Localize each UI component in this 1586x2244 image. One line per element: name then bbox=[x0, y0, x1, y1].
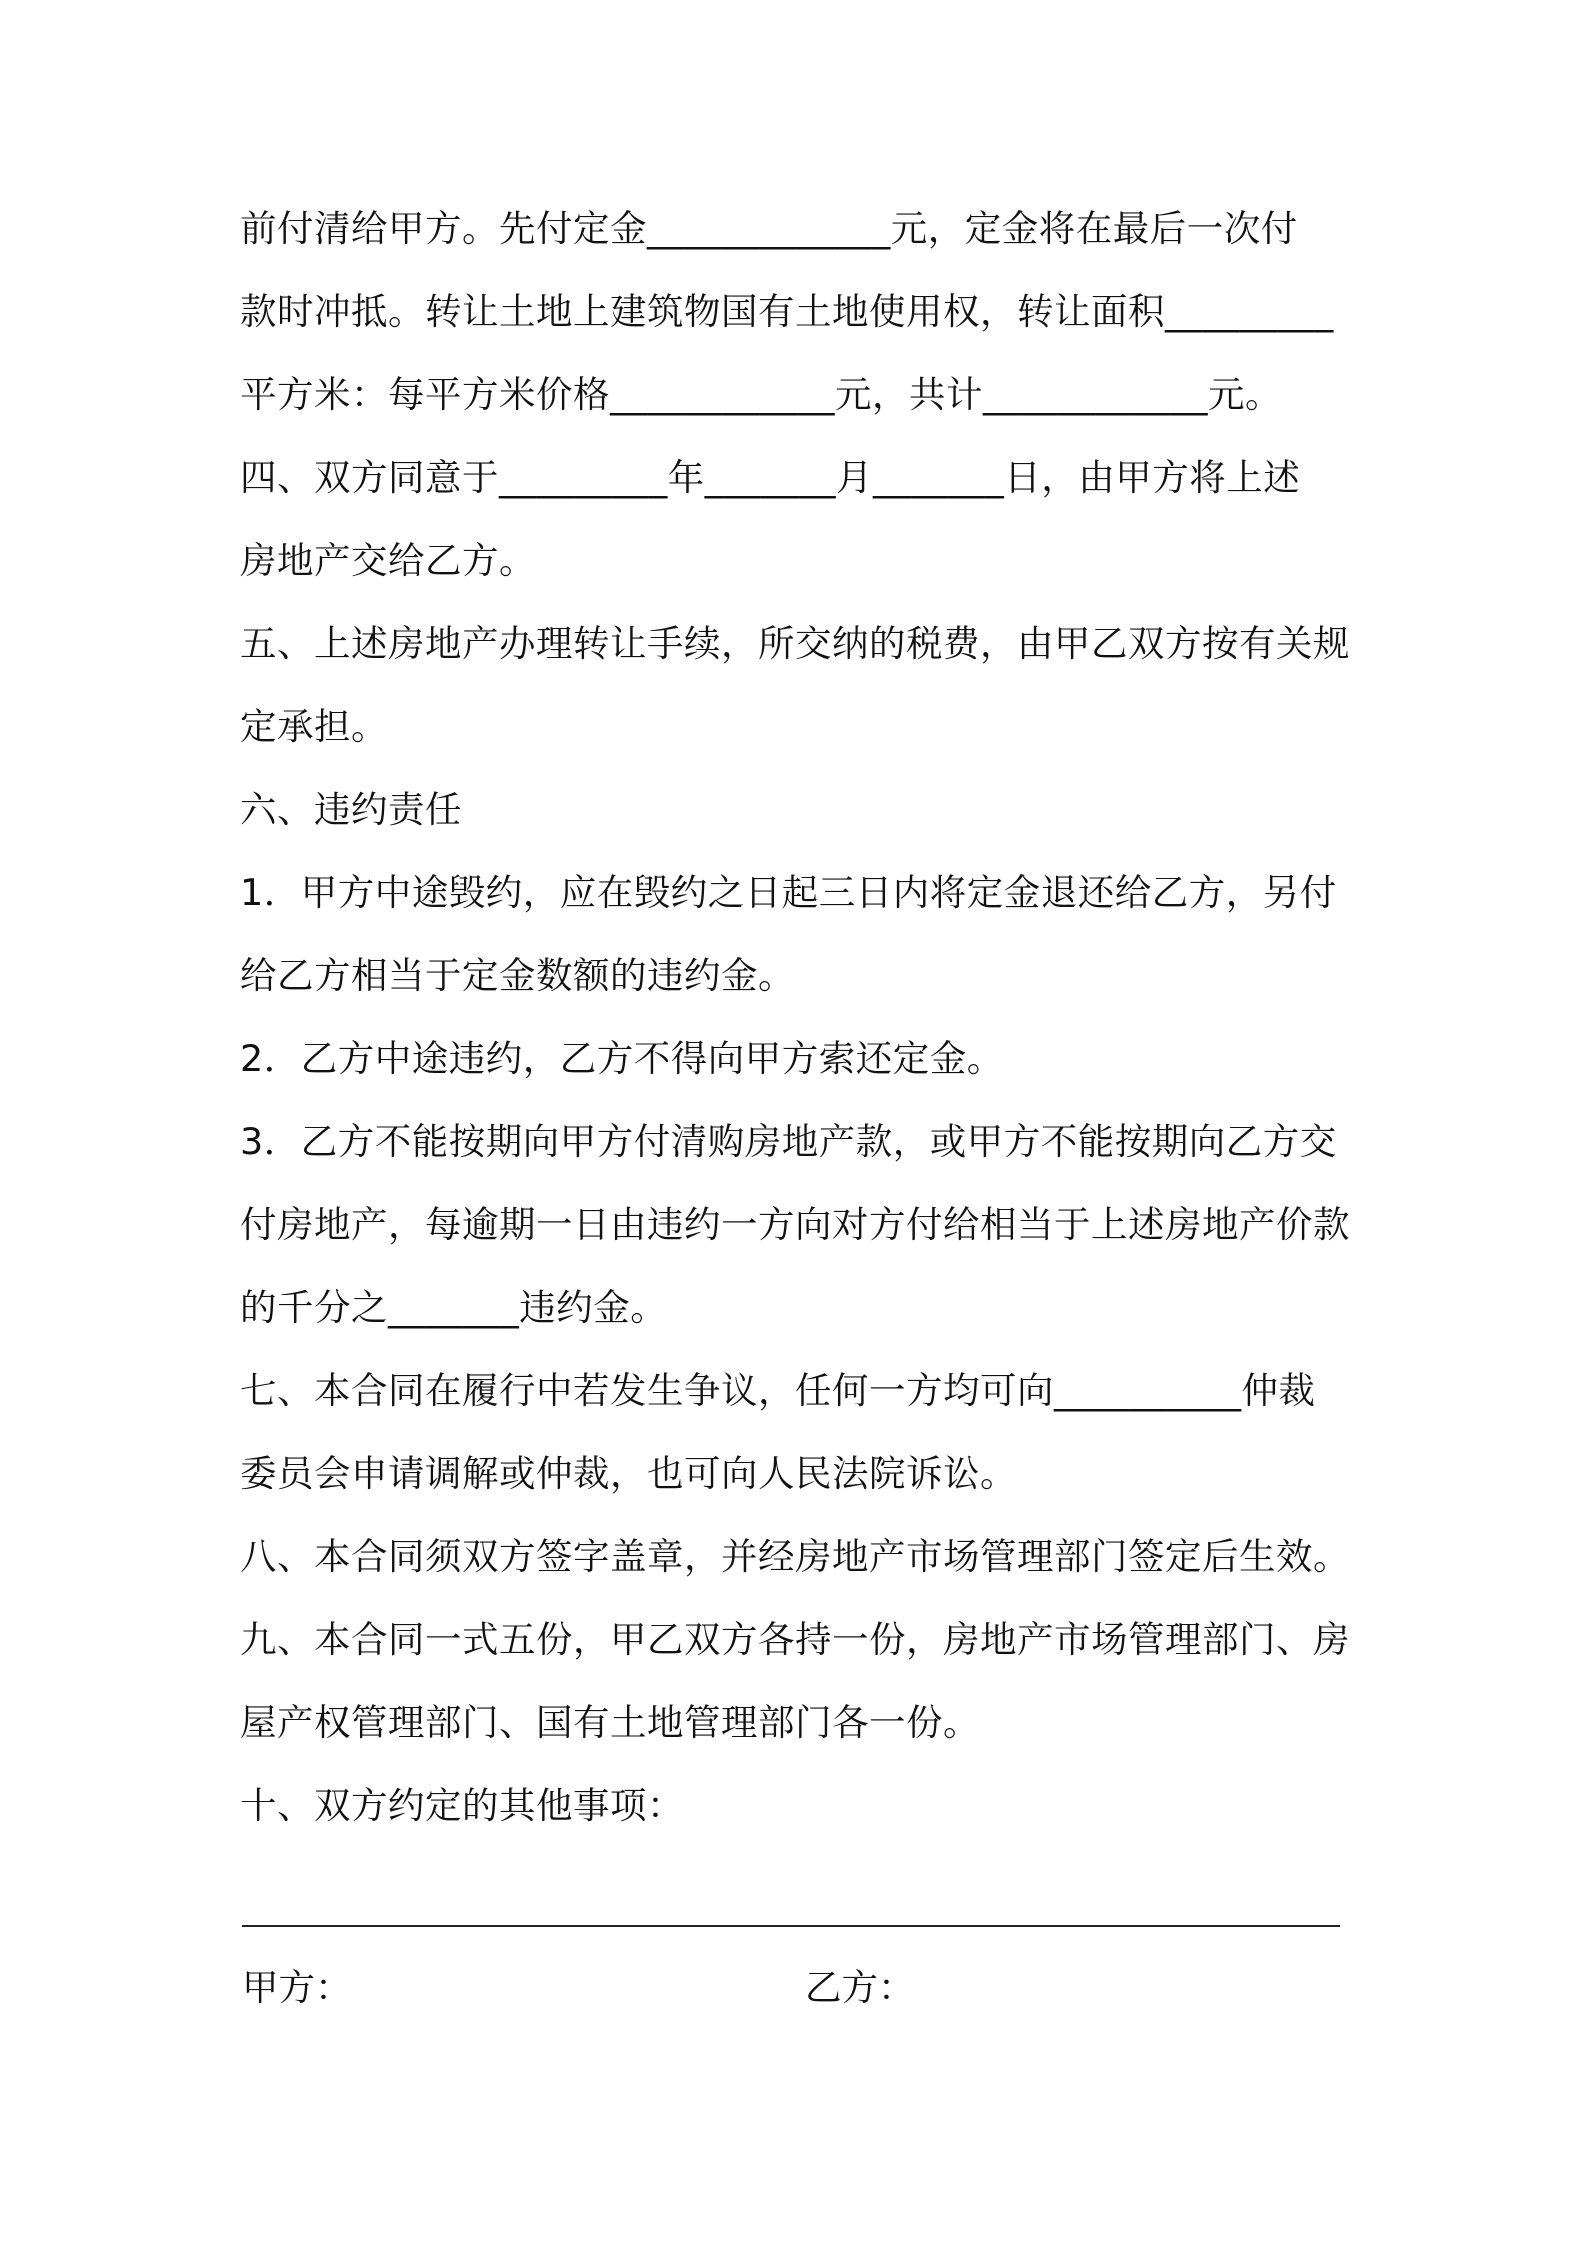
text-line: 房地产交给乙方。 bbox=[240, 539, 536, 582]
text-line: 定承担。 bbox=[240, 705, 388, 748]
clause-six-item-1: 1．甲方中途毁约，应在毁约之日起三日内将定金退还给乙方，另付 bbox=[240, 871, 1337, 914]
clause-six-heading: 六、违约责任 bbox=[240, 788, 462, 831]
clause-six-item-2: 2．乙方中途违约，乙方不得向甲方索还定金。 bbox=[240, 1037, 1004, 1080]
clause-nine: 九、本合同一式五份，甲乙双方各持一份，房地产市场管理部门、房 bbox=[240, 1618, 1350, 1661]
text-line: 给乙方相当于定金数额的违约金。 bbox=[240, 954, 795, 997]
blank-fill-line bbox=[242, 1925, 1340, 1927]
clause-four: 四、双方同意于_________年_______月_______日，由甲方将上述 bbox=[240, 456, 1301, 499]
clause-eight: 八、本合同须双方签字盖章，并经房地产市场管理部门签定后生效。 bbox=[240, 1535, 1350, 1578]
clause-seven: 七、本合同在履行中若发生争议，任何一方均可向__________仲裁 bbox=[240, 1369, 1316, 1412]
clause-ten: 十、双方约定的其他事项： bbox=[240, 1784, 684, 1827]
text-line: 的千分之_______违约金。 bbox=[240, 1286, 668, 1329]
clause-five: 五、上述房地产办理转让手续，所交纳的税费，由甲乙双方按有关规 bbox=[240, 622, 1350, 665]
text-line: 款时冲抵。转让土地上建筑物国有土地使用权，转让面积_________ bbox=[240, 290, 1334, 333]
party-b-label: 乙方： bbox=[805, 1966, 915, 2009]
text-line: 付房地产，每逾期一日由违约一方向对方付给相当于上述房地产价款 bbox=[240, 1203, 1350, 1246]
text-line: 前付清给甲方。先付定金_____________元，定金将在最后一次付 bbox=[240, 207, 1298, 250]
party-a-label: 甲方： bbox=[242, 1966, 352, 2009]
text-line: 委员会申请调解或仲裁，也可向人民法院诉讼。 bbox=[240, 1452, 1017, 1495]
clause-six-item-3: 3．乙方不能按期向甲方付清购房地产款，或甲方不能按期向乙方交 bbox=[240, 1120, 1337, 1163]
text-line: 屋产权管理部门、国有土地管理部门各一份。 bbox=[240, 1701, 980, 1744]
text-line: 平方米：每平方米价格____________元，共计____________元。 bbox=[240, 373, 1282, 416]
